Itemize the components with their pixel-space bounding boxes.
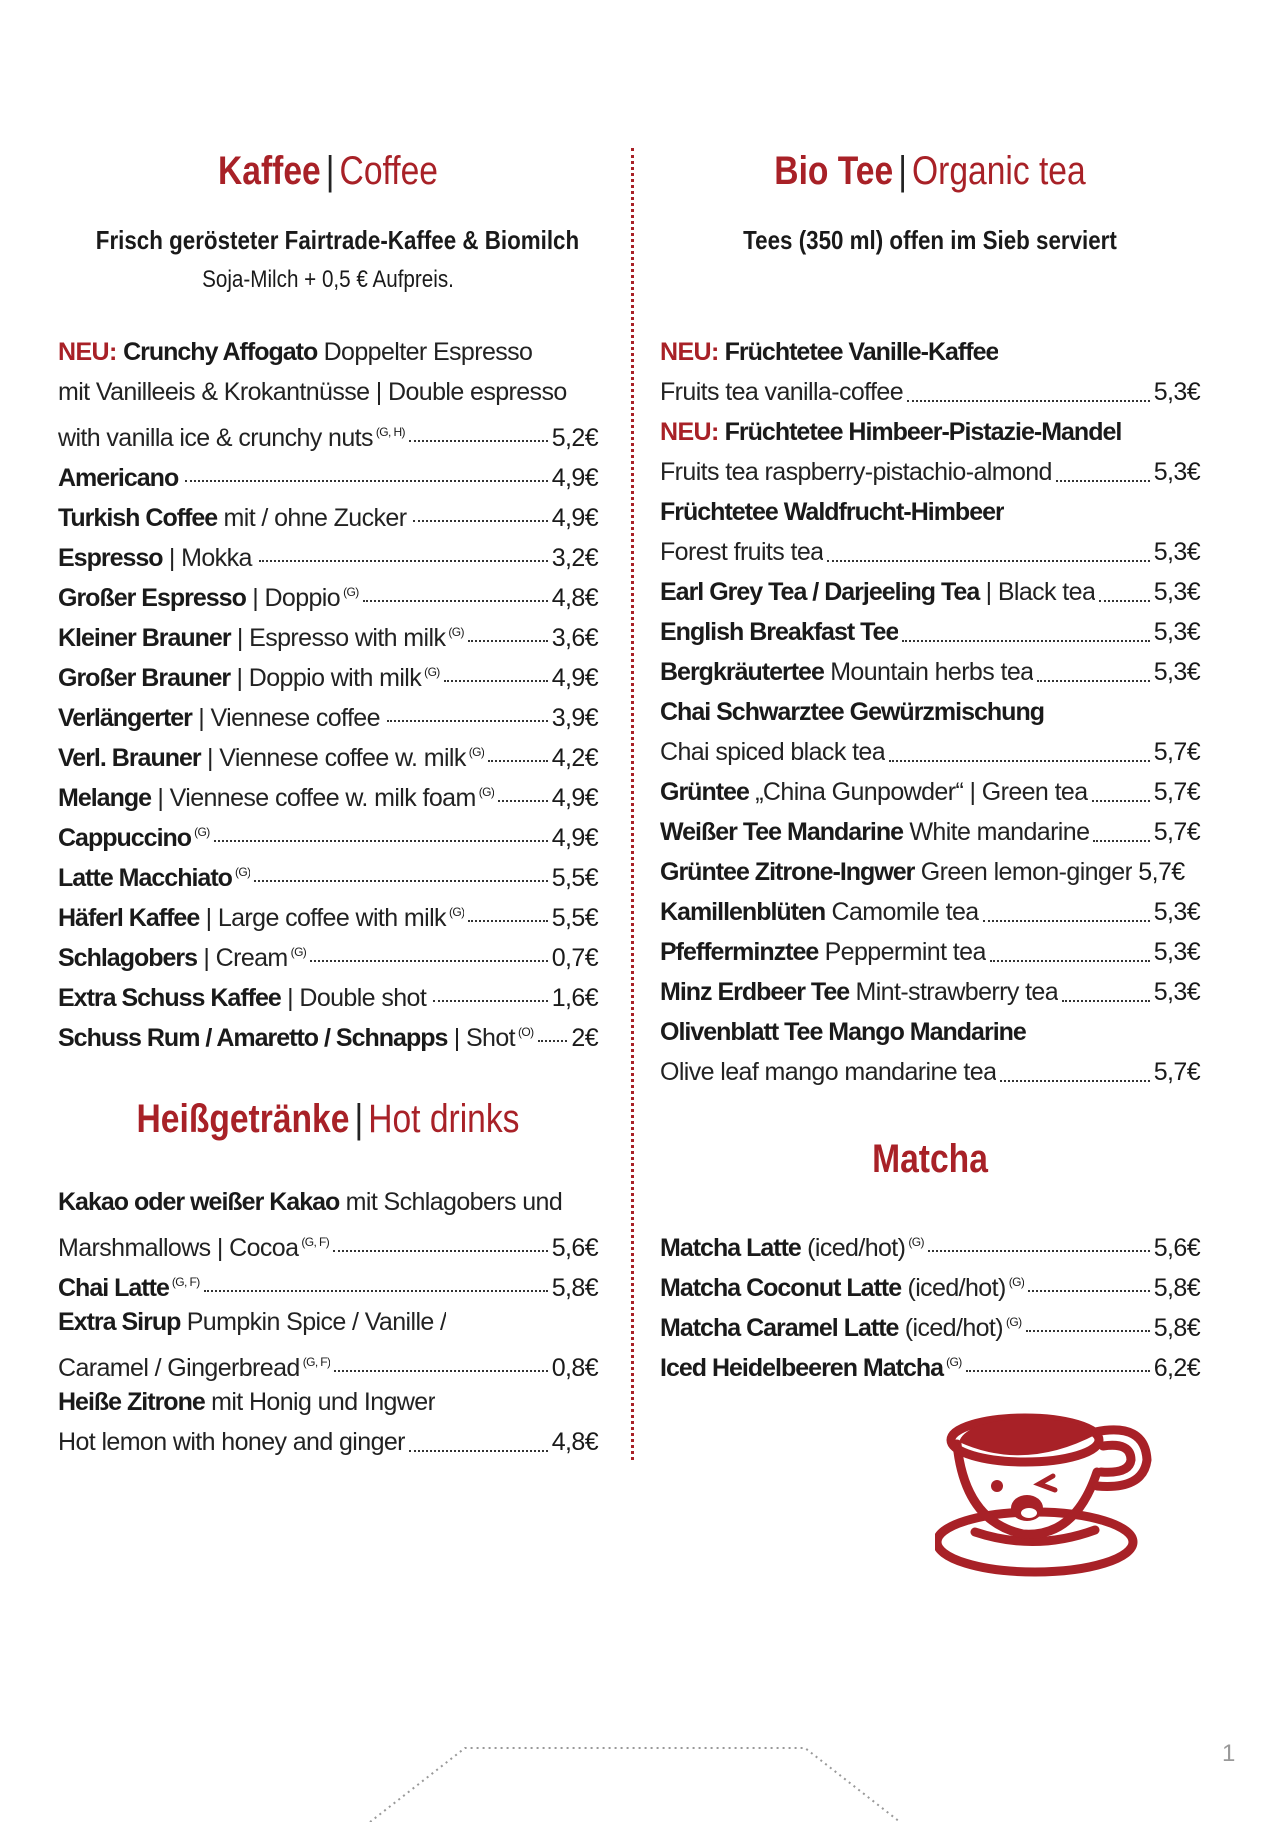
price: 5,3€	[1153, 538, 1200, 566]
price: 5,3€	[1153, 458, 1200, 486]
menu-item-tea-12: Pfefferminztee Peppermint tea 5,3€	[660, 932, 1200, 972]
menu-item-tea-3-line2: Forest fruits tea 5,3€	[660, 532, 1200, 572]
leader-dots	[966, 1370, 1150, 1372]
price: 3,6€	[551, 624, 598, 652]
coffee-item: Häferl Kaffee | Large coffee with milk $^{(G)}$ 5,5€	[58, 892, 598, 932]
menu-item-tea-11: Kamillenblüten Camomile tea 5,3€	[660, 892, 1200, 932]
right-column	[660, 140, 1200, 1382]
menu-item-heisse-zitrone-line2: Hot lemon with honey and ginger 4,8€	[58, 1422, 598, 1462]
price: 5,5€	[551, 904, 598, 932]
coffee-item: Cappuccino $^{(G)}$ 4,9€	[58, 812, 598, 852]
left-column	[58, 140, 598, 1462]
price: 5,3€	[1153, 658, 1200, 686]
price: 4,9€	[551, 784, 598, 812]
leader-dots	[185, 480, 548, 482]
menu-item-kakao: Kakao oder weißer Kakao mit Schlagobers und	[58, 1188, 563, 1216]
matcha-list	[660, 1222, 1200, 1382]
leader-dots	[433, 1000, 548, 1002]
leader-dots	[1026, 1330, 1150, 1332]
tea-list	[660, 332, 1200, 1092]
menu-item-tea-8: Grüntee „China Gunpowder“ | Green tea 5,7€	[660, 772, 1200, 812]
leader-dots	[907, 400, 1150, 402]
tea-intro: Tees (350 ml) offen im Sieb serviert	[743, 225, 1117, 255]
menu-item-affogato-line2: mit Vanilleeis & Krokantnüsse | Double espresso	[58, 378, 567, 406]
tea-intro-spacer	[698, 260, 1162, 300]
leader-dots	[310, 960, 548, 962]
menu-item-tea-10: Grüntee Zitrone-Ingwer Green lemon-ginger 5,7€	[660, 852, 1200, 892]
leader-dots	[538, 1040, 568, 1042]
menu-item-affogato-line3: with vanilla ice & crunchy nuts $^{(G, H)}$ 5,2€	[58, 412, 598, 452]
coffee-item: Melange | Viennese coffee w. milk foam $^{(G)}$ 4,9€	[58, 772, 598, 812]
leader-dots	[1056, 480, 1150, 482]
menu-item-tea-5: English Breakfast Tee 5,3€	[660, 612, 1200, 652]
smiling-coffee-cup-icon	[935, 1402, 1175, 1577]
leader-dots	[1028, 1290, 1150, 1292]
price: 5,7€	[1153, 818, 1200, 846]
leader-dots	[214, 840, 548, 842]
matcha-item: Iced Heidelbeeren Matcha $^{(G)}$ 6,2€	[660, 1342, 1200, 1382]
hot-drinks-title: Heißgetränke | Hot drinks	[136, 1097, 520, 1141]
leader-dots	[827, 560, 1149, 562]
menu-item-tea-4: Earl Grey Tea / Darjeeling Tea | Black tea 5,3€	[660, 572, 1200, 612]
price: 6,2€	[1153, 1354, 1200, 1382]
coffee-item: Espresso | Mokka 3,2€	[58, 532, 598, 572]
menu-item-tea-14: Olivenblatt Tee Mango Mandarine	[660, 1018, 1026, 1046]
matcha-item: Matcha Caramel Latte (iced/hot) $^{(G)}$ 5,8€	[660, 1302, 1200, 1342]
menu-item-tea-14-line2: Olive leaf mango mandarine tea 5,7€	[660, 1052, 1200, 1092]
leader-dots	[488, 760, 547, 762]
leader-dots	[468, 640, 548, 642]
coffee-item: Großer Brauner | Doppio with milk $^{(G)}$ 4,9€	[58, 652, 598, 692]
menu-item-tea-1-line2: Fruits tea vanilla-coffee 5,3€	[660, 372, 1200, 412]
leader-dots	[413, 520, 547, 522]
leader-dots	[983, 920, 1150, 922]
coffee-item: Großer Espresso | Doppio $^{(G)}$ 4,8€	[58, 572, 598, 612]
leader-dots	[902, 640, 1149, 642]
price: 4,2€	[551, 744, 598, 772]
menu-item-tea-6: Bergkräutertee Mountain herbs tea 5,3€	[660, 652, 1200, 692]
price: 5,7€	[1153, 1058, 1200, 1086]
price: 4,8€	[551, 584, 598, 612]
leader-dots	[1000, 1080, 1149, 1082]
price: 5,3€	[1153, 618, 1200, 646]
menu-item-tea-2-line2: Fruits tea raspberry-pistachio-almond 5,3€	[660, 452, 1200, 492]
matcha-item: Matcha Latte (iced/hot) $^{(G)}$ 5,6€	[660, 1222, 1200, 1262]
leader-dots	[1093, 840, 1149, 842]
column-divider	[631, 148, 634, 1460]
price: 3,9€	[551, 704, 598, 732]
leader-dots	[990, 960, 1150, 962]
coffee-item: Americano 4,9€	[58, 452, 598, 492]
price: 5,3€	[1153, 578, 1200, 606]
matcha-item: Matcha Coconut Latte (iced/hot) $^{(G)}$ 5,8€	[660, 1262, 1200, 1302]
coffee-item: Turkish Coffee mit / ohne Zucker 4,9€	[58, 492, 598, 532]
coffee-item: Verlängerter | Viennese coffee 3,9€	[58, 692, 598, 732]
page-decoration	[360, 1738, 920, 1822]
price: 0,7€	[551, 944, 598, 972]
leader-dots	[409, 1450, 548, 1452]
price: 5,8€	[551, 1274, 598, 1302]
menu-item-tea-7-line2: Chai spiced black tea 5,7€	[660, 732, 1200, 772]
leader-dots	[204, 1290, 548, 1292]
price: 5,3€	[1153, 898, 1200, 926]
leader-dots	[889, 760, 1150, 762]
price: 4,9€	[551, 504, 598, 532]
leader-dots	[498, 800, 548, 802]
menu-item-tea-9: Weißer Tee Mandarine White mandarine 5,7€	[660, 812, 1200, 852]
tea-title: Bio Tee | Organic tea	[774, 149, 1086, 193]
leader-dots	[468, 920, 547, 922]
menu-item-tea-1: NEU: Früchtetee Vanille-Kaffee	[660, 338, 999, 366]
menu-item-kakao-line2: Marshmallows | Cocoa $^{(G, F)}$ 5,6€	[58, 1222, 598, 1262]
menu-item-extra-sirup: Extra Sirup Pumpkin Spice / Vanille /	[58, 1308, 447, 1336]
coffee-list	[58, 332, 598, 1052]
coffee-item: Schuss Rum / Amaretto / Schnapps | Shot $^{(O)}$ 2€	[58, 1012, 598, 1052]
price: 4,9€	[551, 464, 598, 492]
price: 5,3€	[1153, 378, 1200, 406]
price: 5,3€	[1153, 978, 1200, 1006]
price: 5,2€	[551, 424, 598, 452]
coffee-item: Verl. Brauner | Viennese coffee w. milk $^{(G)}$ 4,2€	[58, 732, 598, 772]
leader-dots	[1037, 680, 1149, 682]
price: 5,7€	[1153, 738, 1200, 766]
menu-item-tea-13: Minz Erdbeer Tee Mint-strawberry tea 5,3€	[660, 972, 1200, 1012]
coffee-item: Extra Schuss Kaffee | Double shot 1,6€	[58, 972, 598, 1012]
leader-dots	[928, 1250, 1150, 1252]
coffee-item: Schlagobers | Cream $^{(G)}$ 0,7€	[58, 932, 598, 972]
leader-dots	[1099, 600, 1149, 602]
coffee-title: Kaffee | Coffee	[218, 149, 438, 193]
price: 3,2€	[551, 544, 598, 572]
leader-dots	[409, 440, 548, 442]
price: 5,3€	[1153, 938, 1200, 966]
price: 1,6€	[551, 984, 598, 1012]
menu-item-tea-2: NEU: Früchtetee Himbeer-Pistazie-Mandel	[660, 418, 1122, 446]
price: 5,7€	[1153, 778, 1200, 806]
menu-item-tea-3: Früchtetee Waldfrucht-Himbeer	[660, 498, 1004, 526]
price: 5,6€	[1153, 1234, 1200, 1262]
leader-dots	[1062, 1000, 1150, 1002]
leader-dots	[1092, 800, 1150, 802]
coffee-intro: Frisch gerösteter Fairtrade-Kaffee & Biomilch	[95, 225, 580, 255]
leader-dots	[254, 880, 547, 882]
price: 5,6€	[551, 1234, 598, 1262]
leader-dots	[363, 600, 548, 602]
leader-dots	[334, 1370, 547, 1372]
leader-dots	[444, 680, 548, 682]
matcha-title: Matcha	[872, 1137, 988, 1181]
price: 4,9€	[551, 664, 598, 692]
price: 5,7€	[1138, 858, 1185, 886]
menu-item-chai-latte: Chai Latte $^{(G, F)}$ 5,8€	[58, 1262, 598, 1302]
coffee-item: Kleiner Brauner | Espresso with milk $^{(G)}$ 3,6€	[58, 612, 598, 652]
leader-dots	[387, 720, 548, 722]
leader-dots	[259, 560, 548, 562]
price: 0,8€	[551, 1354, 598, 1382]
price: 5,8€	[1153, 1314, 1200, 1342]
price: 4,9€	[551, 824, 598, 852]
coffee-intro-note: Soja-Milch + 0,5 € Aufpreis.	[202, 266, 454, 293]
coffee-item: Latte Macchiato $^{(G)}$ 5,5€	[58, 852, 598, 892]
menu-item-affogato: NEU: Crunchy Affogato Doppelter Espresso	[58, 338, 533, 366]
menu-item-tea-7: Chai Schwarztee Gewürzmischung	[660, 698, 1044, 726]
leader-dots	[333, 1250, 548, 1252]
hot-drinks-list	[58, 1182, 598, 1462]
price: 4,8€	[551, 1428, 598, 1456]
price: 5,5€	[551, 864, 598, 892]
menu-item-heisse-zitrone: Heiße Zitrone mit Honig und Ingwer	[58, 1388, 436, 1416]
price: 5,8€	[1153, 1274, 1200, 1302]
page-number: 1	[1222, 1740, 1236, 1767]
price: 2€	[571, 1024, 598, 1052]
menu-item-extra-sirup-line2: Caramel / Gingerbread $^{(G, F)}$ 0,8€	[58, 1342, 598, 1382]
